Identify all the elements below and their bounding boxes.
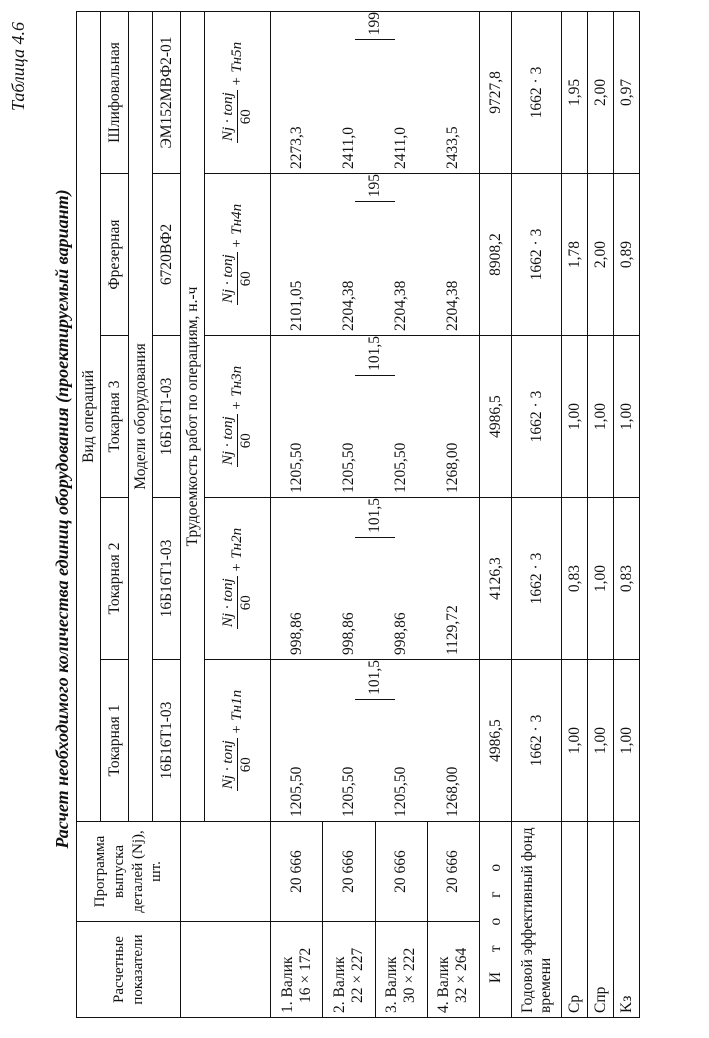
total-value: 8908,2 bbox=[480, 174, 512, 336]
setup-time: 101,5 bbox=[355, 336, 395, 376]
labor-value: 1129,72 bbox=[444, 605, 461, 655]
kz-value: 0,97 bbox=[614, 11, 640, 173]
kz-value: 1,00 bbox=[614, 660, 640, 822]
kz-value: 0,89 bbox=[614, 174, 640, 336]
cpr-label: Cпр bbox=[588, 822, 614, 1018]
operation-name: Шлифовальная bbox=[101, 11, 129, 173]
formula-cell bbox=[205, 498, 271, 660]
fund-value: 1662 · 3 bbox=[512, 498, 562, 660]
formula-denominator: 60 bbox=[238, 757, 254, 773]
value-block bbox=[271, 174, 480, 336]
model-name: ЭМ152МВФ2-01 bbox=[153, 11, 181, 173]
labor-value: 2101,05 bbox=[288, 280, 305, 331]
formula-cell bbox=[205, 336, 271, 498]
total-value: 4986,5 bbox=[480, 336, 512, 498]
kz-value: 1,00 bbox=[614, 336, 640, 498]
labor-value: 2204,38 bbox=[340, 280, 357, 331]
labor-value: 2204,38 bbox=[392, 280, 409, 331]
kz-label: Kз bbox=[614, 822, 640, 1018]
total-value: 4986,5 bbox=[480, 660, 512, 822]
model-name: 6720ВФ2 bbox=[153, 174, 181, 336]
setup-time: 101,5 bbox=[355, 660, 395, 700]
program-value: 20 666 bbox=[427, 822, 479, 922]
formula-numerator: Nj · tопj bbox=[220, 416, 236, 466]
header-equipment-models: Модели оборудования bbox=[129, 11, 153, 821]
cpr-value: 1,00 bbox=[588, 660, 614, 822]
labor-value: 1205,50 bbox=[288, 766, 305, 817]
header-indicators-cont bbox=[181, 922, 271, 1018]
value-block bbox=[271, 336, 480, 498]
cp-label: Cр bbox=[562, 822, 588, 1018]
program-value: 20 666 bbox=[323, 822, 375, 922]
formula-tail: + Tн3п bbox=[228, 365, 245, 411]
header-program: Программа выпуска деталей (Nj), шт. bbox=[77, 822, 181, 922]
setup-time: 199 bbox=[355, 12, 395, 40]
labor-value: 1268,00 bbox=[444, 766, 461, 817]
labor-value: 998,86 bbox=[392, 612, 409, 655]
operation-name: Токарная 2 bbox=[101, 498, 129, 660]
part-name: 2. Валик 22 × 227 bbox=[323, 922, 375, 1018]
labor-value: 1268,00 bbox=[444, 442, 461, 493]
formula-denominator: 60 bbox=[238, 595, 254, 611]
program-value: 20 666 bbox=[375, 822, 427, 922]
header-indicators: Расчетные показатели bbox=[77, 922, 181, 1018]
model-name: 16Б16Т1-03 bbox=[153, 336, 181, 498]
labor-value: 2273,3 bbox=[288, 126, 305, 169]
setup-time: 195 bbox=[355, 174, 395, 202]
equipment-table bbox=[76, 11, 640, 1018]
labor-value: 1205,50 bbox=[340, 766, 357, 817]
cp-value: 1,78 bbox=[562, 174, 588, 336]
cpr-value: 2,00 bbox=[588, 174, 614, 336]
labor-value: 1205,50 bbox=[340, 442, 357, 493]
program-value: 20 666 bbox=[271, 822, 323, 922]
cpr-value: 2,00 bbox=[588, 11, 614, 173]
cpr-value: 1,00 bbox=[588, 498, 614, 660]
total-value: 9727,8 bbox=[480, 11, 512, 173]
header-program-cont bbox=[181, 822, 271, 922]
formula-numerator: Nj · tопj bbox=[220, 740, 236, 790]
labor-value: 1205,50 bbox=[392, 766, 409, 817]
model-name: 16Б16Т1-03 bbox=[153, 660, 181, 822]
cpr-value: 1,00 bbox=[588, 336, 614, 498]
total-label: И т о г о bbox=[480, 822, 512, 1018]
operation-name: Токарная 3 bbox=[101, 336, 129, 498]
fund-label: Годовой эффективный фонд времени bbox=[512, 822, 562, 1018]
header-operation-type: Вид операций bbox=[77, 11, 101, 821]
table-caption: Расчет необходимого количества единиц оборудования (проектируемый вариант) bbox=[52, 189, 72, 849]
formula-denominator: 60 bbox=[238, 109, 254, 125]
labor-value: 998,86 bbox=[288, 612, 305, 655]
operation-name: Токарная 1 bbox=[101, 660, 129, 822]
part-name: 1. Валик 16 × 172 bbox=[271, 922, 323, 1018]
formula-cell bbox=[205, 174, 271, 336]
formula-cell bbox=[205, 11, 271, 173]
formula-denominator: 60 bbox=[238, 433, 254, 449]
formula-tail: + Tн2п bbox=[228, 527, 245, 573]
formula-cell bbox=[205, 660, 271, 822]
labor-value: 1205,50 bbox=[392, 442, 409, 493]
formula-numerator: Nj · tопj bbox=[220, 254, 236, 304]
value-block bbox=[271, 11, 480, 173]
table-number: Таблица 4.6 bbox=[8, 22, 28, 112]
formula-tail: + Tн5п bbox=[228, 41, 245, 87]
setup-time: 101,5 bbox=[355, 498, 395, 538]
labor-value: 2411,0 bbox=[340, 126, 357, 169]
operation-name: Фрезерная bbox=[101, 174, 129, 336]
labor-value: 2204,38 bbox=[444, 280, 461, 331]
cp-value: 0,83 bbox=[562, 498, 588, 660]
formula-denominator: 60 bbox=[238, 271, 254, 287]
cp-value: 1,95 bbox=[562, 11, 588, 173]
value-block bbox=[271, 660, 480, 822]
formula-tail: + Tн1п bbox=[228, 689, 245, 735]
formula-numerator: Nj · tопj bbox=[220, 578, 236, 628]
part-name: 4. Валик 32 × 264 bbox=[427, 922, 479, 1018]
fund-value: 1662 · 3 bbox=[512, 336, 562, 498]
labor-value: 2433,5 bbox=[444, 126, 461, 169]
part-name: 3. Валик 30 × 222 bbox=[375, 922, 427, 1018]
fund-value: 1662 · 3 bbox=[512, 660, 562, 822]
header-labor-intensity: Трудоемкость работ по операциям, н.-ч bbox=[181, 11, 205, 821]
labor-value: 1205,50 bbox=[288, 442, 305, 493]
fund-value: 1662 · 3 bbox=[512, 174, 562, 336]
fund-value: 1662 · 3 bbox=[512, 11, 562, 173]
kz-value: 0,83 bbox=[614, 498, 640, 660]
formula-numerator: Nj · tопj bbox=[220, 92, 236, 142]
cp-value: 1,00 bbox=[562, 660, 588, 822]
labor-value: 2411,0 bbox=[392, 126, 409, 169]
model-name: 16Б16Т1-03 bbox=[153, 498, 181, 660]
labor-value: 998,86 bbox=[340, 612, 357, 655]
cp-value: 1,00 bbox=[562, 336, 588, 498]
formula-tail: + Tн4п bbox=[228, 203, 245, 249]
value-block bbox=[271, 498, 480, 660]
total-value: 4126,3 bbox=[480, 498, 512, 660]
